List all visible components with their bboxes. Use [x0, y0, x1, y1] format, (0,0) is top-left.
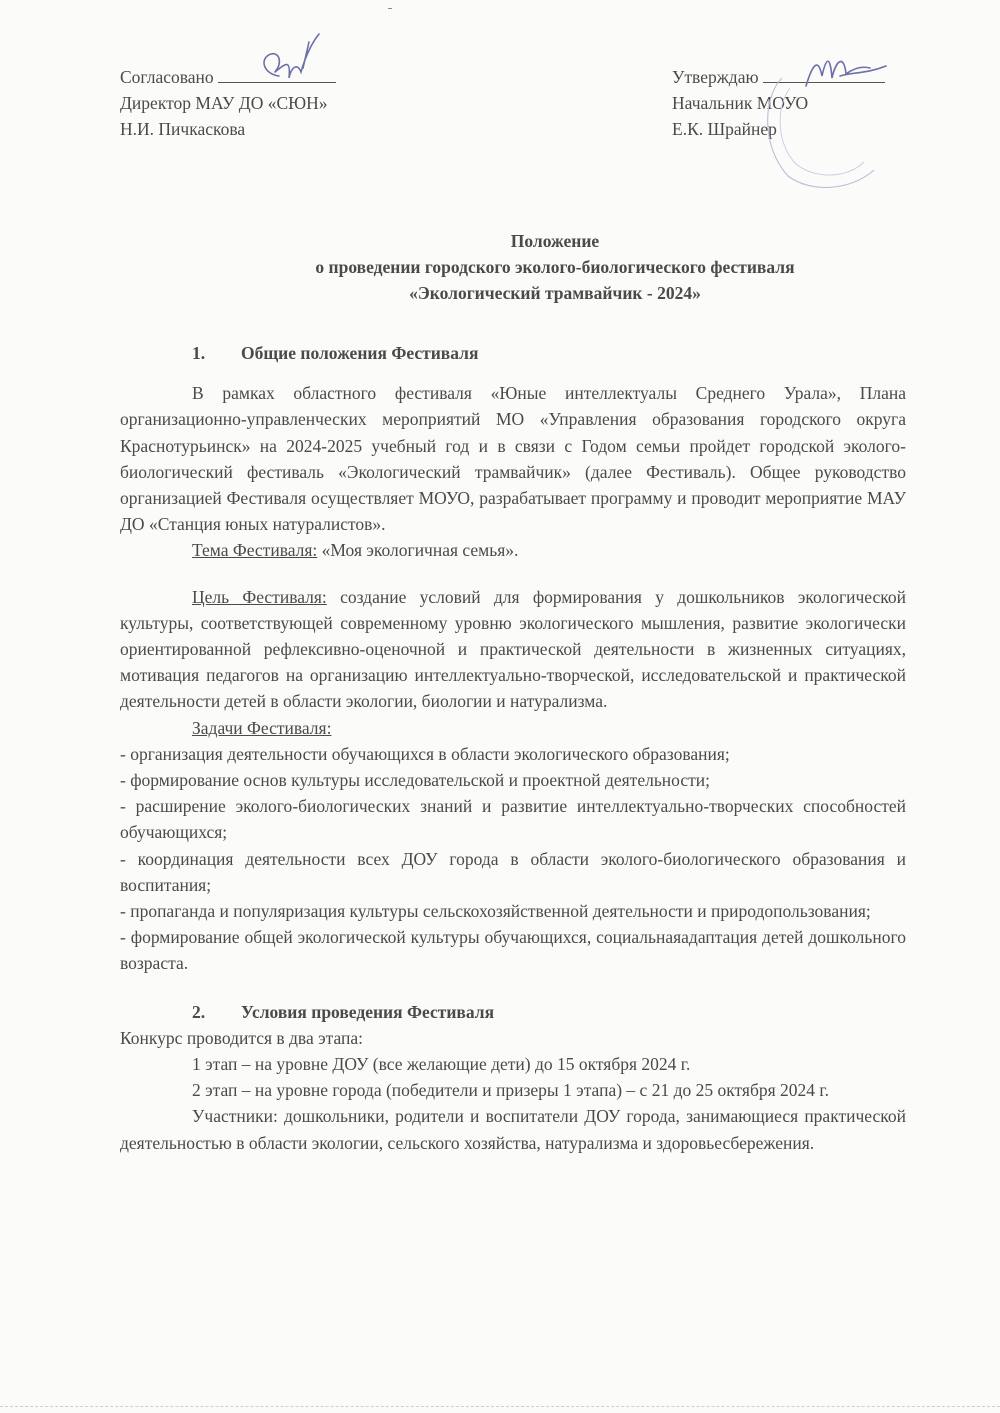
section-2-number: 2. [192, 1001, 206, 1022]
goal-label: Цель Фестиваля: [192, 586, 327, 607]
seal-stamp-image [752, 58, 902, 198]
task-item: - формирование основ культуры исследовательской и проектной деятельности; [120, 770, 711, 791]
section-1-intro: В рамках областного фестиваля «Юные интеллектуалы Среднего Урала», Плана организационно-управленческих мероприятий МО «Управления образования городского округа Краснотурьинск» на 2024-2025 учебный год и в связи с Годом семьи пройдет городской эколого-биологический фестиваль «Экологический трамвайчик» (далее Фестиваль). Общее руководство организацией Фестиваля осуществляет МОУО, разрабатывает программу и проводит мероприятие МАУ ДО «Станция юных натуралистов». [120, 383, 906, 535]
section-2-intro: Конкурс проводится в два этапа: [120, 1027, 364, 1048]
festival-goal [120, 584, 906, 715]
scan-speck [388, 8, 392, 9]
document-body [120, 340, 906, 1156]
section-1-title: Общие положения Фестиваля [241, 343, 479, 363]
left-signature-image [245, 28, 335, 106]
title-line-3: «Экологический трамвайчик - 2024» [409, 283, 701, 303]
participants: Участники: дошкольники, родители и воспитатели ДОУ города, занимающиеся практической деятельностью в области экологии, сельского хозяйства, натурализма и здоровьесбережения. [120, 1106, 906, 1153]
task-item: - расширение эколого-биологических знаний и развитие интеллектуально-творческих способностей обучающихся; [120, 796, 906, 843]
section-2-title: Условия проведения Фестиваля [241, 1001, 495, 1022]
festival-theme [120, 537, 906, 563]
tasks-heading [120, 715, 906, 741]
approval-left-position: Директор МАУ ДО «СЮН» [120, 93, 328, 113]
approval-right-position: Начальник МОУО [672, 93, 809, 113]
approval-left-name: Н.И. Пичкаскова [120, 119, 246, 139]
task-item: - пропаганда и популяризация культуры сельскохозяйственной деятельности и природопользования; [120, 901, 871, 922]
theme-label: Тема Фестиваля: [192, 540, 318, 561]
title-line-2: о проведении городского эколого-биологического фестиваля [315, 257, 795, 277]
approval-left-label: Согласовано [120, 67, 214, 87]
task-item: - формирование общей экологической культуры обучающихся, социальнаяадаптация детей дошкольного возраста. [120, 927, 906, 974]
section-1-heading [192, 340, 906, 366]
stage-2: 2 этап – на уровне города (победители и призеры 1 этапа) – с 21 до 25 октября 2024 г. [192, 1080, 829, 1101]
theme-value: «Моя экологичная семья». [317, 540, 519, 561]
section-2-heading [192, 999, 906, 1025]
task-item: - организация деятельности обучающихся в области экологического образования; [120, 743, 730, 764]
section-1-number: 1. [192, 343, 206, 363]
approval-right-label: Утверждаю [672, 67, 759, 87]
goal-text: создание условий для формирования у дошкольников экологической культуры, соответствующей современному уровню экологического мышления, развитие экологически ориентированной рефлексивно-оценочной и практической деятельности в жизненных ситуациях, мотивация педагогов на организацию интеллектуально-творческой, исследовательской и практической деятельности детей в области экологии, биологии и натурализма. [120, 586, 906, 712]
tasks-label: Задачи Фестиваля: [192, 717, 332, 738]
task-item: - координация деятельности всех ДОУ города в области эколого-биологического образования и воспитания; [120, 848, 906, 895]
approval-right-name: Е.К. Шрайнер [672, 119, 777, 139]
scan-edge-rule [0, 1406, 1000, 1408]
title-line-1: Положение [510, 231, 600, 251]
document-title [0, 228, 1000, 306]
stage-1: 1 этап – на уровне ДОУ (все желающие дети) до 15 октября 2024 г. [192, 1054, 691, 1075]
